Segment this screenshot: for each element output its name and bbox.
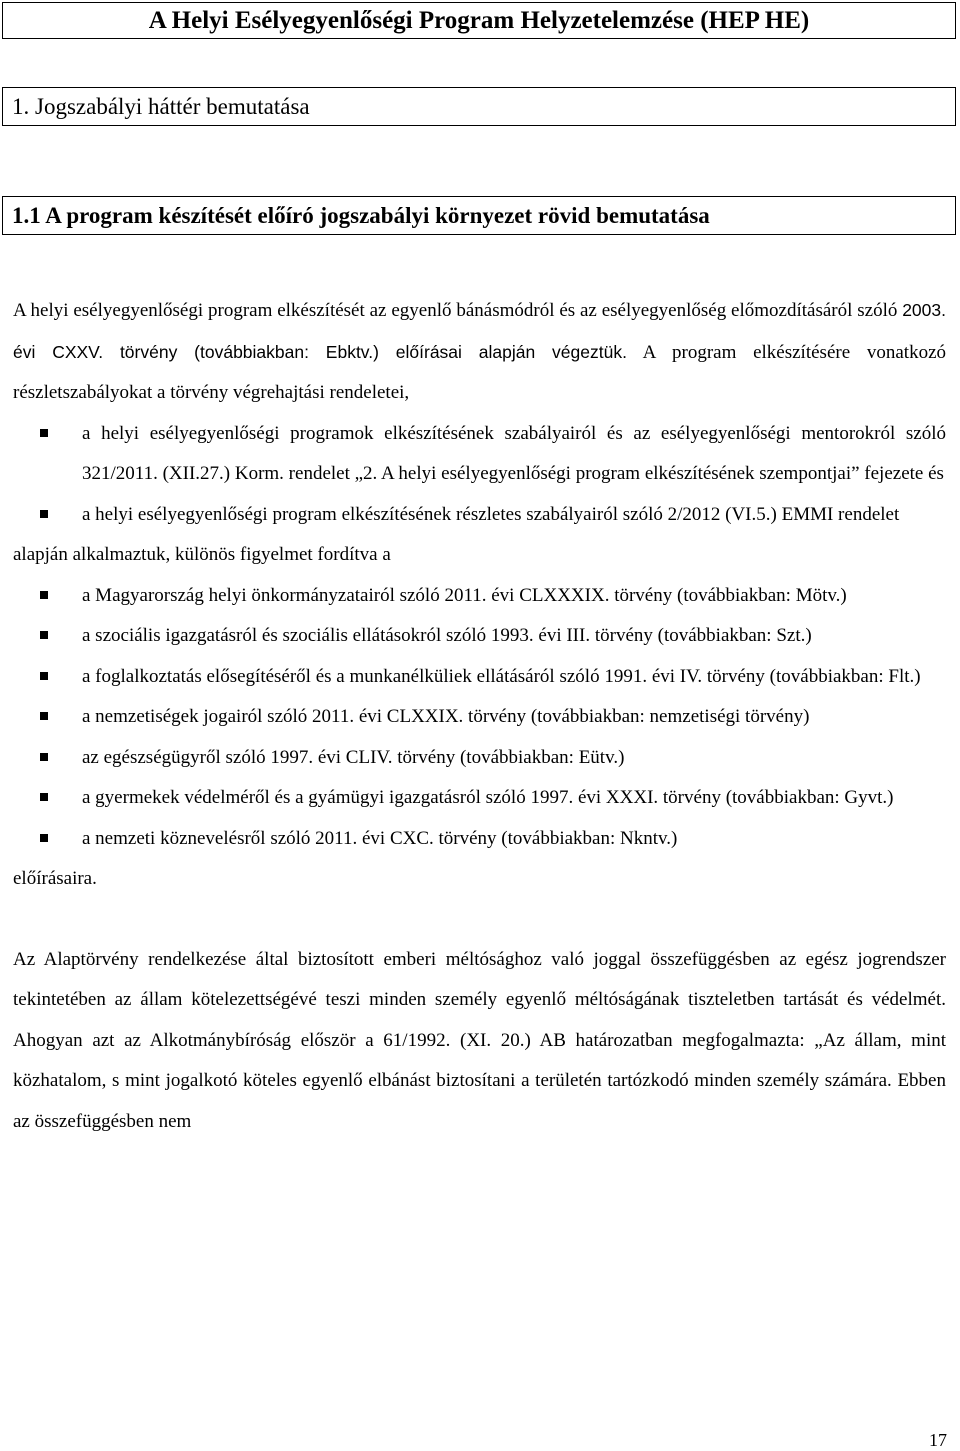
- list-item: a szociális igazgatásról és szociális ellátásokról szóló 1993. évi III. törvény (továbbiakban: Szt.): [13, 616, 946, 657]
- bullet-square-icon: [40, 834, 48, 842]
- list-item: a gyermekek védelméről és a gyámügyi igazgatásról szóló 1997. évi XXXI. törvény (továbbiakban: Gyvt.): [13, 778, 946, 819]
- bullet-square-icon: [40, 631, 48, 639]
- list-item: a helyi esélyegyenlőségi programok elkészítésének szabályairól és az esélyegyenlőségi mentorokról szóló 321/2011. (XII.27.) Korm. rendelet „2. A helyi esélyegyenlőségi program elkészítésének szempontjai” fejezete és: [13, 414, 946, 495]
- bullet-square-icon: [40, 510, 48, 518]
- list-item: a nemzeti köznevelésről szóló 2011. évi CXC. törvény (továbbiakban: Nkntv.): [13, 819, 946, 860]
- intro-paragraph: [13, 290, 946, 414]
- bullet-square-icon: [40, 793, 48, 801]
- intro-text-1: A helyi esélyegyenlőségi program elkészítését az egyenlő bánásmódról és az esélyegyenlőség előmozdításáról szóló: [13, 300, 903, 321]
- list-item: az egészségügyről szóló 1997. évi CLIV. törvény (továbbiakban: Eütv.): [13, 738, 946, 779]
- section-heading-1: 1. Jogszabályi háttér bemutatása: [2, 87, 956, 126]
- page-number: 17: [929, 1430, 947, 1450]
- paragraph-gap: [13, 900, 946, 940]
- list-item: a foglalkoztatás elősegítéséről és a munkanélküliek ellátásáról szóló 1991. évi IV. törvény (továbbiakban: Flt.): [13, 657, 946, 698]
- body-content: [13, 290, 946, 1142]
- law-list: [13, 576, 946, 860]
- constitution-paragraph: Az Alaptörvény rendelkezése által biztosított emberi méltósághoz való joggal összefüggésben az egész jogrendszer tekintetében az állam kötelezettségévé teszi minden személy egyenlő méltóságának tiszteletben tartását és védelmét. Ahogyan azt az Alkotmánybíróság először a 61/1992. (XI. 20.) AB határozatban megfogalmazta: „Az állam, mint közhatalom, s mint jogalkotó köteles egyenlő elbánást biztosítani a területén tartózkodó minden személy számára. Ebben az összefüggésben nem: [13, 948, 946, 1132]
- bullet-square-icon: [40, 712, 48, 720]
- applied-text: alapján alkalmaztuk, különös figyelmet fordítva a: [13, 544, 391, 565]
- closing-word: előírásaira.: [13, 868, 97, 889]
- bullet-square-icon: [40, 753, 48, 761]
- decree-list: [13, 414, 946, 536]
- list-item: a Magyarország helyi önkormányzatairól szóló 2011. évi CLXXXIX. törvény (továbbiakban: Mötv.): [13, 576, 946, 617]
- intro-text-2: 2003. évi CXXV. törvény (továbbiakban: Ebktv.) előírásai alapján végeztük.: [13, 300, 946, 362]
- bullet-square-icon: [40, 672, 48, 680]
- bullet-square-icon: [40, 591, 48, 599]
- list-item: a nemzetiségek jogairól szóló 2011. évi CLXXIX. törvény (továbbiakban: nemzetiségi törvény): [13, 697, 946, 738]
- section-heading-1-1: 1.1 A program készítését előíró jogszabályi környezet rövid bemutatása: [2, 196, 956, 235]
- list-item: a helyi esélyegyenlőségi program elkészítésének részletes szabályairól szóló 2/2012 (VI.5.) EMMI rendelet: [13, 495, 946, 536]
- document-title: A Helyi Esélyegyenlőségi Program Helyzetelemzése (HEP HE): [2, 2, 956, 39]
- bullet-square-icon: [40, 429, 48, 437]
- intro-text-3: A program elkészítésére vonatkozó részletszabályokat a törvény végrehajtási rendeletei,: [13, 341, 946, 403]
